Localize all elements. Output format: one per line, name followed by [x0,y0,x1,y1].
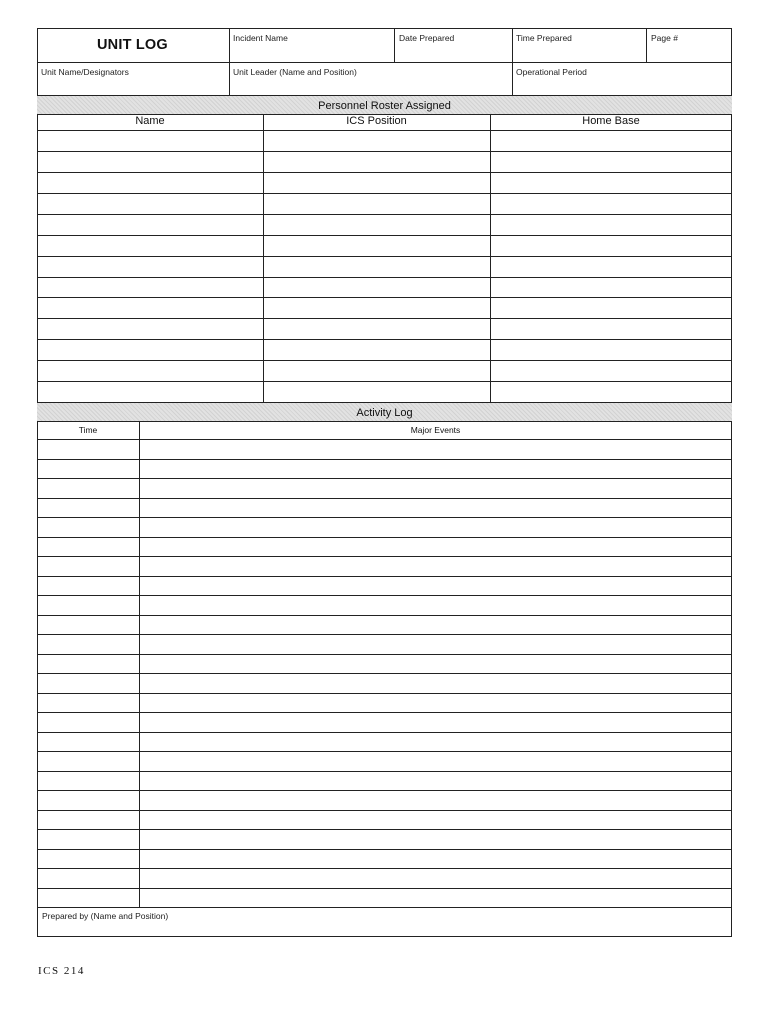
roster-col-ics-position: ICS Position [346,115,407,127]
roster-position-cell[interactable] [264,278,489,297]
activity-event-cell[interactable] [140,733,731,751]
activity-time-cell[interactable] [38,479,138,497]
activity-time-cell[interactable] [38,889,138,907]
roster-position-cell[interactable] [264,319,489,338]
roster-name-cell[interactable] [38,298,262,317]
activity-time-cell[interactable] [38,596,138,614]
activity-event-cell[interactable] [140,791,731,809]
activity-event-cell[interactable] [140,674,731,692]
activity-time-cell[interactable] [38,713,138,731]
date-prepared-label: Date Prepared [399,33,455,43]
activity-time-cell[interactable] [38,616,138,634]
roster-name-cell[interactable] [38,257,262,276]
activity-event-cell[interactable] [140,577,731,595]
roster-name-cell[interactable] [38,194,262,213]
roster-position-cell[interactable] [264,215,489,234]
activity-section-title: Activity Log [356,407,413,419]
roster-name-cell[interactable] [38,236,262,255]
activity-time-cell[interactable] [38,791,138,809]
activity-event-cell[interactable] [140,616,731,634]
prepared-by-label: Prepared by (Name and Position) [42,911,169,921]
activity-event-cell[interactable] [140,713,731,731]
unit-log-form [37,28,732,937]
activity-time-cell[interactable] [38,733,138,751]
activity-time-cell[interactable] [38,655,138,673]
roster-table [37,115,732,405]
activity-time-cell[interactable] [38,830,138,848]
roster-home-base-cell[interactable] [491,152,731,171]
activity-event-cell[interactable] [140,850,731,868]
roster-home-base-cell[interactable] [491,173,731,192]
roster-home-base-cell[interactable] [491,215,731,234]
activity-event-cell[interactable] [140,694,731,712]
activity-event-cell[interactable] [140,557,731,575]
roster-position-cell[interactable] [264,361,489,380]
time-prepared-label: Time Prepared [516,33,572,43]
roster-name-cell[interactable] [38,215,262,234]
form-title: UNIT LOG [97,37,168,53]
roster-name-cell[interactable] [38,278,262,297]
operational-period-label: Operational Period [516,67,587,77]
activity-event-cell[interactable] [140,772,731,790]
roster-home-base-cell[interactable] [491,194,731,213]
unit-leader-label: Unit Leader (Name and Position) [233,67,357,77]
activity-event-cell[interactable] [140,518,731,536]
roster-position-cell[interactable] [264,236,489,255]
roster-name-cell[interactable] [38,152,262,171]
roster-position-cell[interactable] [264,131,489,150]
unit-name-label: Unit Name/Designators [41,67,129,77]
roster-home-base-cell[interactable] [491,340,731,359]
activity-event-cell[interactable] [140,460,731,478]
activity-event-cell[interactable] [140,889,731,907]
roster-name-cell[interactable] [38,131,262,150]
activity-time-cell[interactable] [38,674,138,692]
form-code: ICS 214 [38,965,85,977]
roster-position-cell[interactable] [264,257,489,276]
activity-time-cell[interactable] [38,811,138,829]
activity-event-cell[interactable] [140,499,731,517]
roster-home-base-cell[interactable] [491,236,731,255]
page-number-label: Page # [651,33,678,43]
roster-name-cell[interactable] [38,319,262,338]
roster-position-cell[interactable] [264,340,489,359]
roster-home-base-cell[interactable] [491,319,731,338]
activity-time-cell[interactable] [38,752,138,770]
roster-home-base-cell[interactable] [491,298,731,317]
roster-col-home-base: Home Base [582,115,640,127]
roster-position-cell[interactable] [264,298,489,317]
activity-time-cell[interactable] [38,869,138,887]
activity-time-cell[interactable] [38,850,138,868]
activity-event-cell[interactable] [140,752,731,770]
activity-time-cell[interactable] [38,499,138,517]
roster-name-cell[interactable] [38,361,262,380]
roster-name-cell[interactable] [38,382,262,401]
incident-name-label: Incident Name [233,33,288,43]
roster-position-cell[interactable] [264,152,489,171]
activity-event-cell[interactable] [140,830,731,848]
activity-event-cell[interactable] [140,655,731,673]
activity-section-header [37,402,732,422]
activity-time-cell[interactable] [38,772,138,790]
activity-time-cell[interactable] [38,694,138,712]
activity-event-cell[interactable] [140,596,731,614]
activity-time-cell[interactable] [38,538,138,556]
roster-position-cell[interactable] [264,382,489,401]
roster-home-base-cell[interactable] [491,278,731,297]
activity-event-cell[interactable] [140,811,731,829]
activity-col-major-events: Major Events [410,425,461,435]
roster-position-cell[interactable] [264,194,489,213]
activity-event-cell[interactable] [140,635,731,653]
activity-time-cell[interactable] [38,440,138,458]
activity-event-cell[interactable] [140,440,731,458]
activity-event-cell[interactable] [140,479,731,497]
roster-section-header [37,95,732,115]
roster-home-base-cell[interactable] [491,361,731,380]
roster-section-title: Personnel Roster Assigned [318,100,451,112]
roster-name-cell[interactable] [38,340,262,359]
activity-event-cell[interactable] [140,538,731,556]
activity-time-cell[interactable] [38,635,138,653]
roster-name-cell[interactable] [38,173,262,192]
roster-home-base-cell[interactable] [491,257,731,276]
roster-home-base-cell[interactable] [491,382,731,401]
activity-table [37,422,732,908]
roster-col-name: Name [135,115,165,127]
roster-position-cell[interactable] [264,173,489,192]
activity-col-time: Time [78,425,98,435]
activity-event-cell[interactable] [140,869,731,887]
roster-home-base-cell[interactable] [491,131,731,150]
activity-time-cell[interactable] [38,557,138,575]
activity-time-cell[interactable] [38,577,138,595]
activity-time-cell[interactable] [38,460,138,478]
activity-time-cell[interactable] [38,518,138,536]
